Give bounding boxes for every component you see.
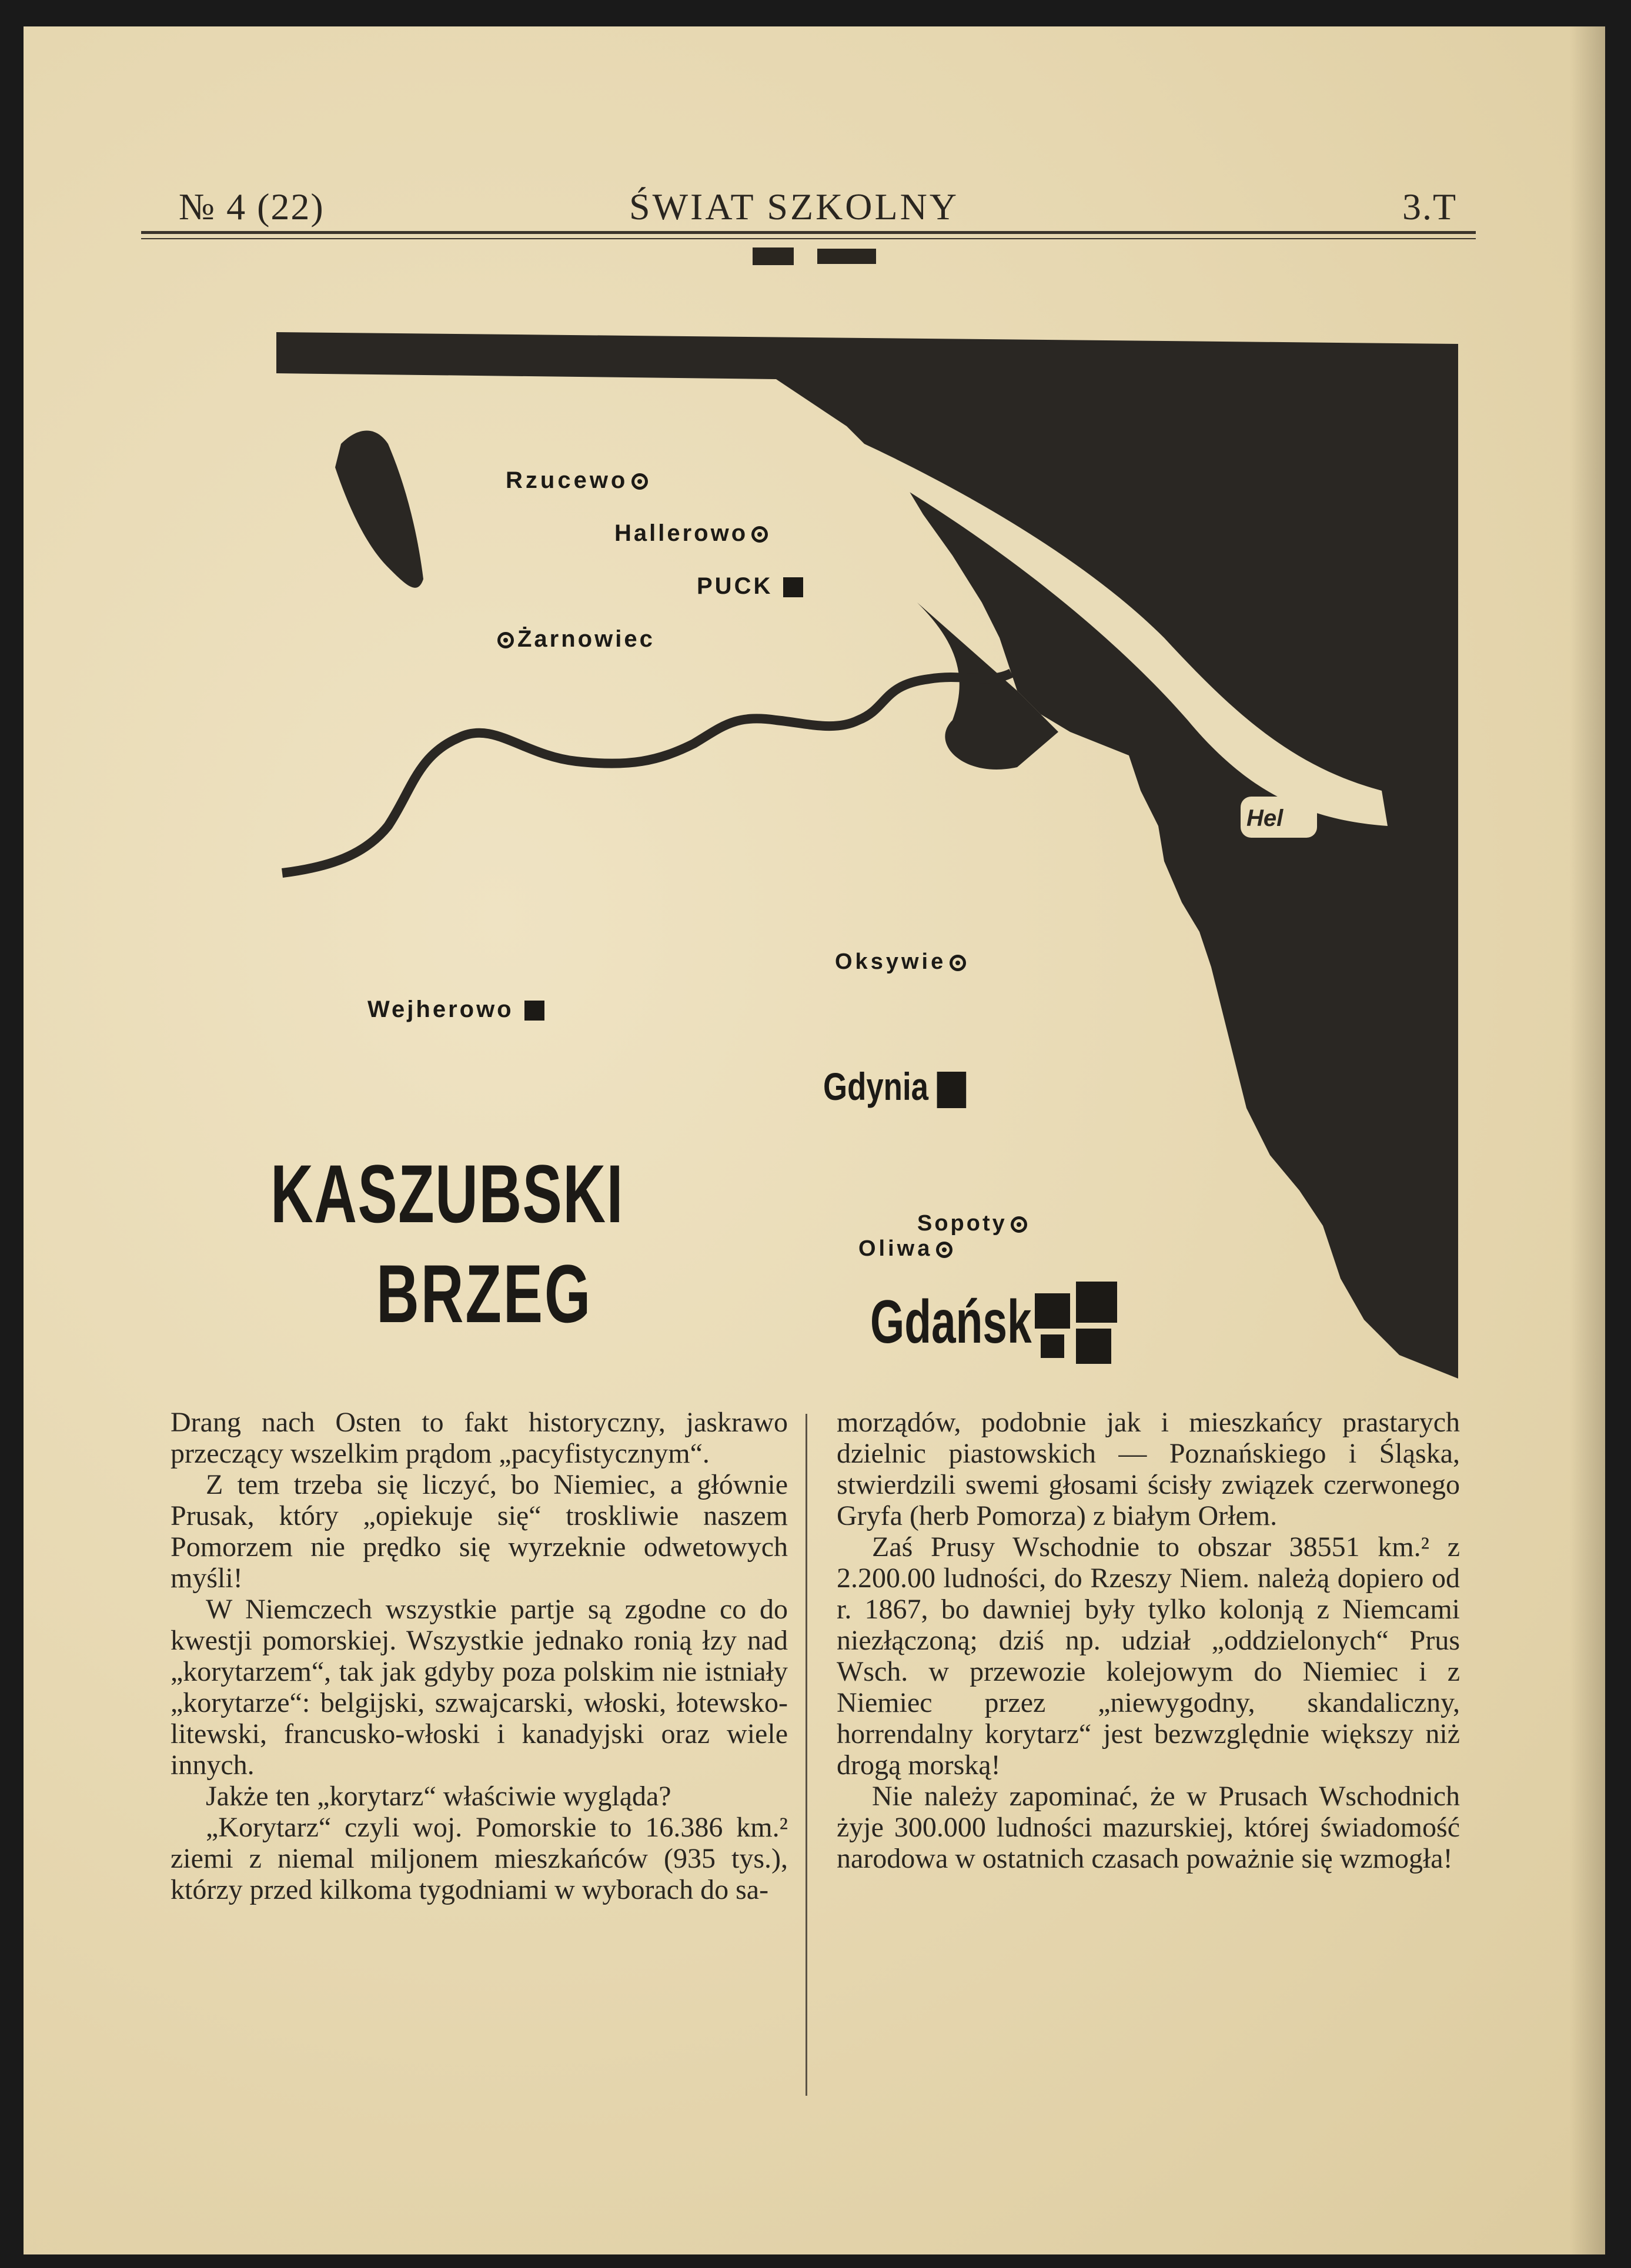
page-edge-shadow [1570, 26, 1605, 2254]
place-label: Sopoty [917, 1211, 1007, 1236]
place-label: Wejherowo [367, 996, 514, 1022]
place-label: PUCK [697, 573, 773, 599]
header-rule-thin [141, 238, 1476, 239]
place-sopoty [917, 1211, 1031, 1236]
city-square-icon [783, 577, 803, 597]
headline-line2: BRZEG [376, 1247, 593, 1340]
gdansk-city-icon [1035, 1282, 1123, 1370]
city-square-icon [524, 1001, 544, 1021]
place-rzucewo [506, 467, 651, 494]
place-label: Gdańsk [870, 1288, 1032, 1356]
place-puck [697, 573, 803, 600]
paragraph: „Korytarz“ czyli woj. Pomorskie to 16.386 km.² ziemi z niemal miljonem mieszkańców (935 tys.), którzy przed kilkoma tygodniami w wyborach do sa- [171, 1812, 788, 1905]
place-oliwa [858, 1236, 956, 1262]
town-circle-icon [950, 955, 966, 971]
place-zarnowiec [494, 626, 655, 653]
page-number: 3.T [1402, 186, 1458, 228]
paragraph: Drang nach Osten to fakt historyczny, jaskrawo przeczący wszelkim prądom „pacyfistycznym“. [171, 1407, 788, 1469]
paragraph: morządów, podobnie jak i mieszkańcy prastarych dzielnic piastowskich — Poznańskiego i Śląska, stwierdzili swemi głosami ścisły związek czerwonego Gryfa (herb Pomorza) z białym Orłem. [837, 1407, 1460, 1531]
paragraph: Jakże ten „korytarz“ właściwie wygląda? [206, 1781, 671, 1812]
town-circle-icon [497, 632, 514, 648]
article-column-left [171, 1407, 788, 1905]
column-divider [806, 1414, 807, 2096]
paragraph: Nie należy zapominać, że w Prusach Wschodnich żyje 300.000 ludności mazurskiej, której świadomość narodowa w ostatnich czasach poważnie się wzmogła! [837, 1781, 1460, 1874]
place-label: Rzucewo [506, 467, 629, 493]
place-gdynia [823, 1064, 966, 1109]
headline-line1: KASZUBSKI [270, 1148, 624, 1240]
place-label: Hel [1246, 805, 1284, 831]
paragraph: Zaś Prusy Wschodnie to obszar 38551 km.² z 2.200.00 ludności, do Rzeszy Niem. należą dopiero od r. 1867, bo dawniej były tylko kolonją z Niemcami niezłączoną; dziś np. udział „oddzielonych“ Prus Wsch. w przewozie kolejowym do Niemiec i z Niemiec przez „niewygodny, skandaliczny, horrendalny korytarz“ jest bezwzględnie większy niż drogą morską! [837, 1531, 1460, 1781]
place-label: Oliwa [858, 1236, 933, 1261]
zarnowiec-lake [335, 431, 423, 588]
city-square-icon [937, 1072, 966, 1108]
article-column-right [837, 1407, 1460, 1874]
magazine-title: ŚWIAT SZKOLNY [629, 186, 960, 228]
town-circle-icon [631, 473, 648, 490]
town-circle-icon [751, 526, 768, 543]
ornament-marks [753, 244, 882, 267]
place-wejherowo [367, 996, 544, 1023]
place-gdansk [870, 1287, 1032, 1357]
town-circle-icon [936, 1242, 952, 1258]
magazine-page [24, 26, 1605, 2254]
place-hel [1246, 805, 1283, 832]
place-hallerowo [614, 520, 771, 547]
place-label: Gdynia [823, 1065, 928, 1108]
town-circle-icon [1011, 1216, 1027, 1233]
place-label: Oksywie [835, 949, 947, 974]
coast-map [247, 309, 1488, 1402]
place-oksywie [835, 949, 970, 975]
reda-river [282, 673, 1011, 873]
paragraph: W Niemczech wszystkie partje są zgodne co do kwestji pomorskiej. Wszystkie jednako ronią łzy nad „korytarzem“, tak jak gdyby poza polskim nie istniały „korytarze“: belgijski, szwajcarski, włoski, łotewsko-litewski, francusko-włoski i kanadyjski oraz wiele innych. [171, 1594, 788, 1781]
header-rule [141, 231, 1476, 234]
paragraph: Z tem trzeba się liczyć, bo Niemiec, a głównie Prusak, który „opiekuje się“ troskliwie naszem Pomorzem nie prędko się wyrzeknie odwetowych myśli! [171, 1469, 788, 1594]
place-label: Hallerowo [614, 520, 748, 546]
issue-number: № 4 (22) [179, 186, 325, 228]
place-label: Żarnowiec [517, 626, 655, 652]
